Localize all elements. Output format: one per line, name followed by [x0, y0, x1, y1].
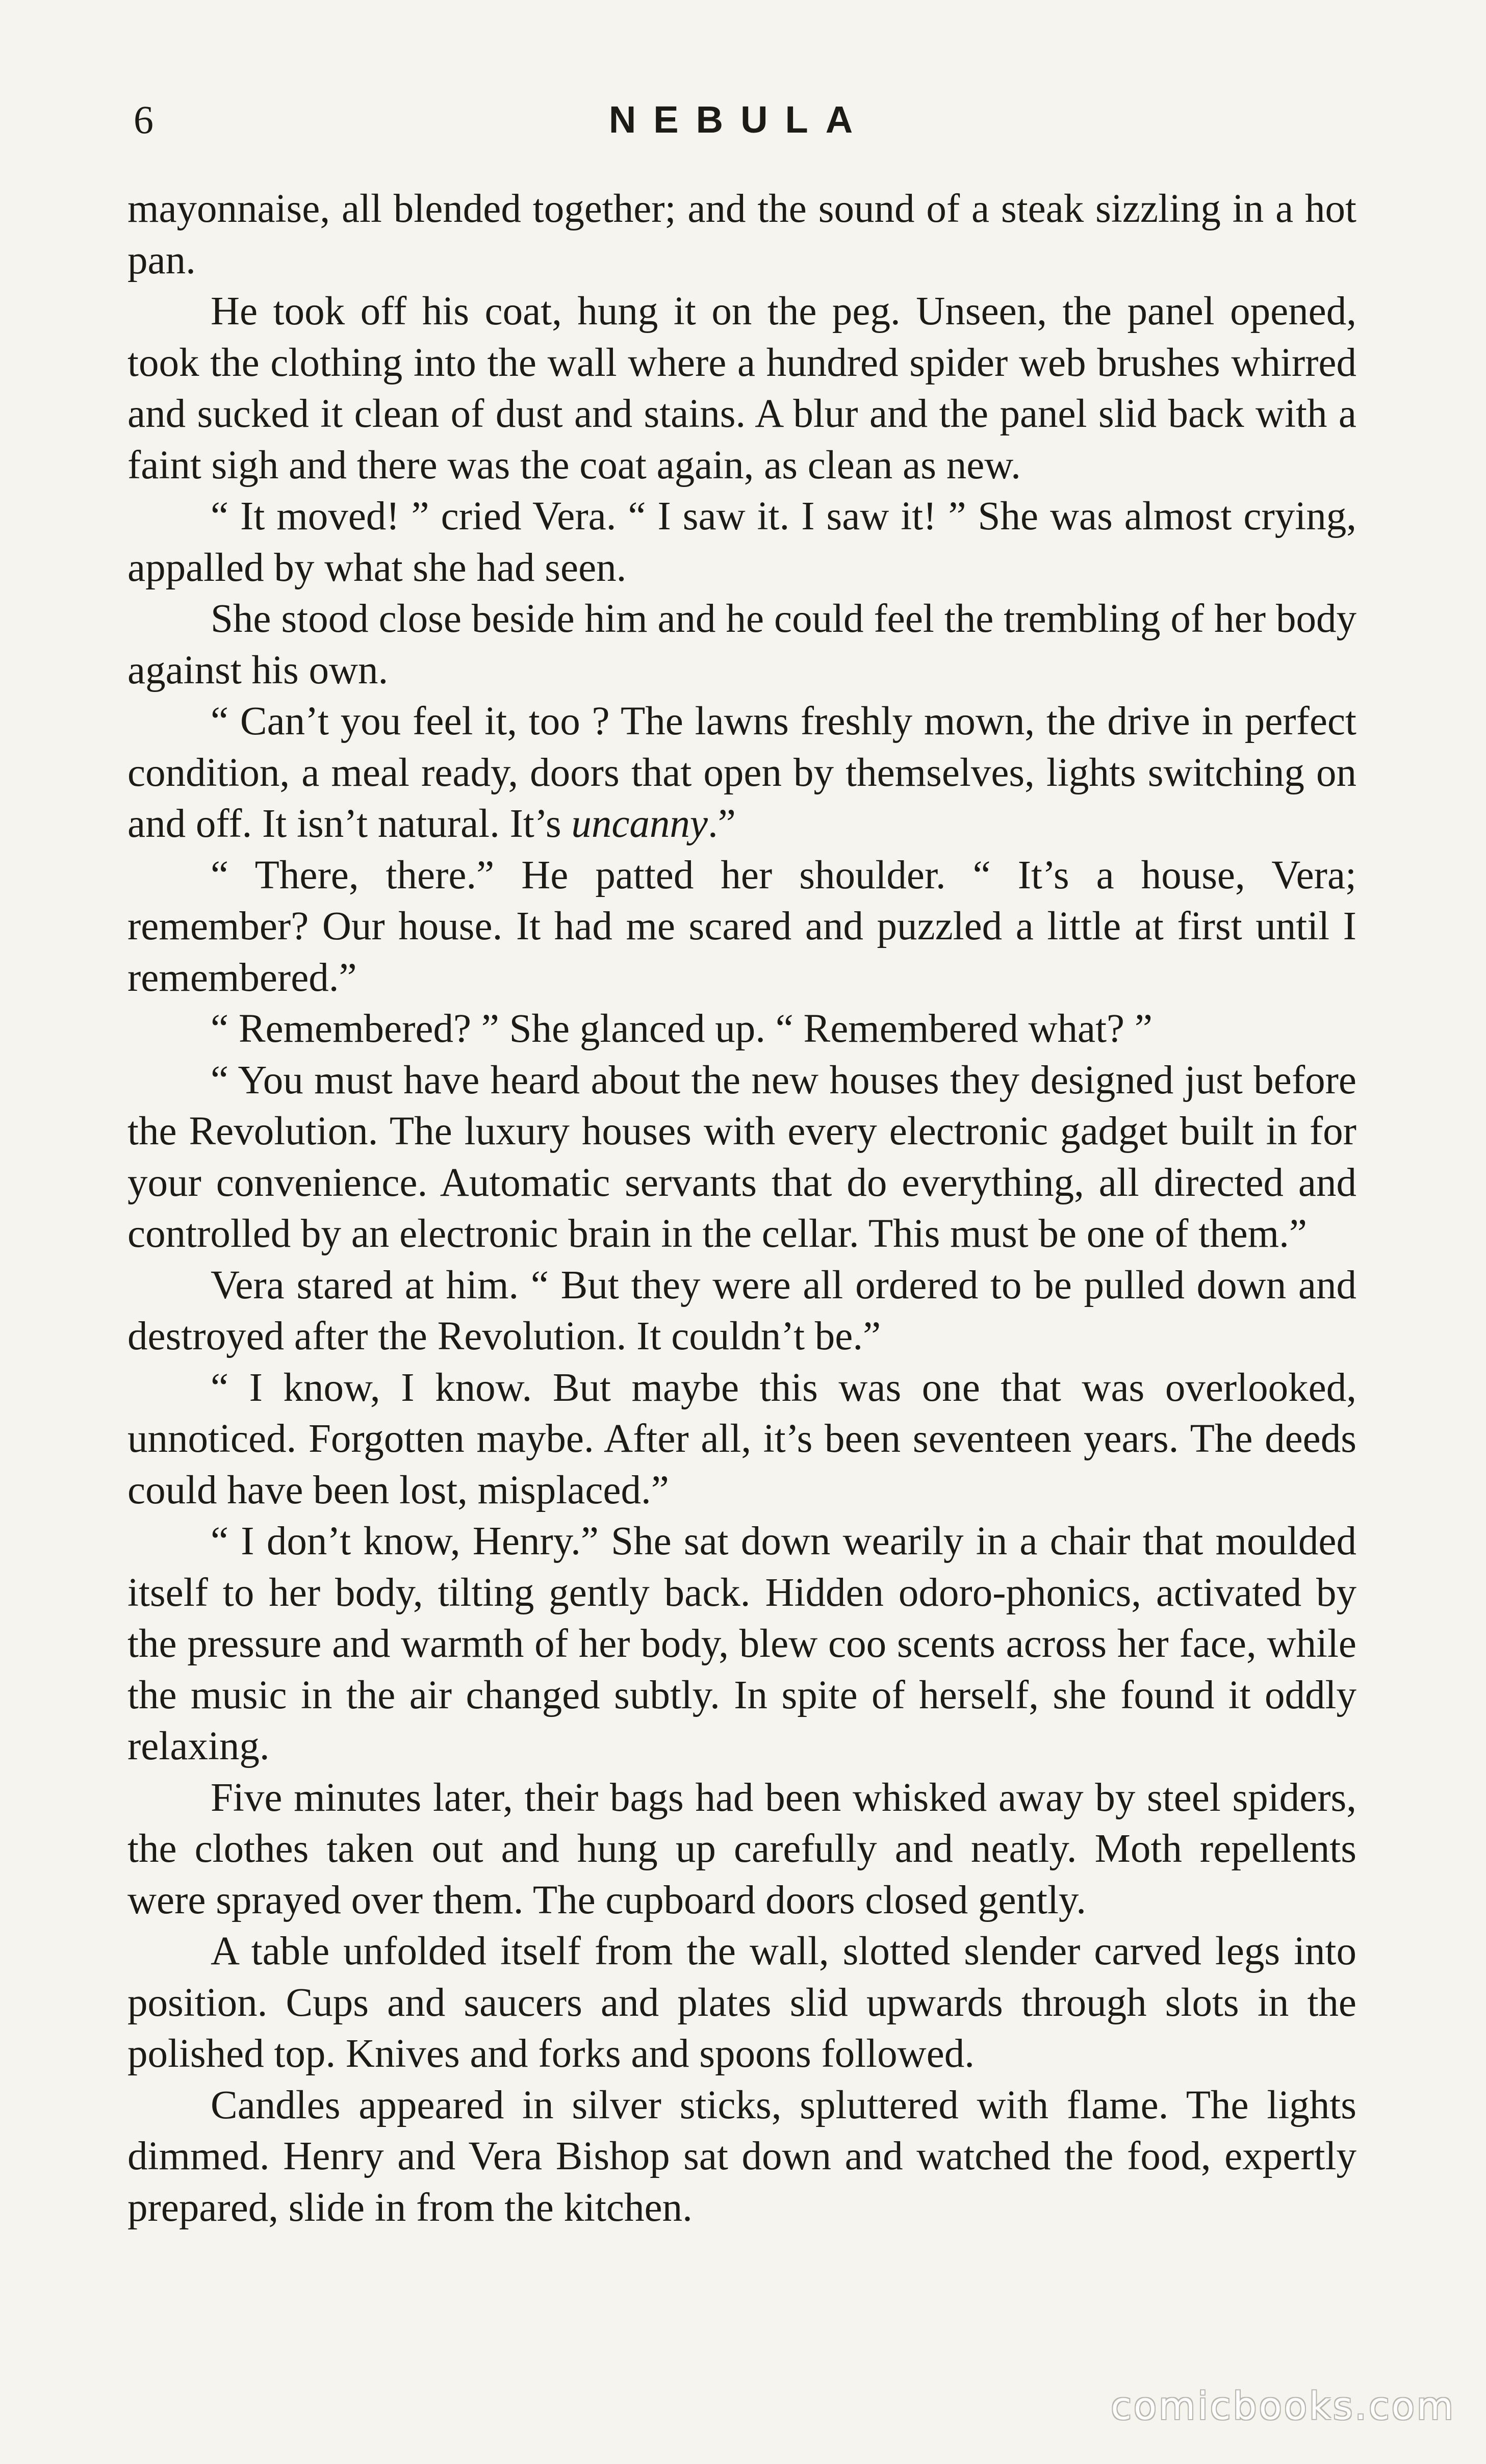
- paragraph: [127, 850, 1356, 1004]
- paragraph: [127, 696, 1356, 850]
- italic-text: uncanny: [571, 802, 708, 846]
- paragraph: [127, 1773, 1356, 1927]
- paragraph: [127, 1004, 1356, 1055]
- running-head: NEBULA: [608, 98, 870, 141]
- text-run: Five minutes later, their bags had been whisked away by steel spiders, the clothes taken out and hung up carefully and neatly. Moth repellents were sprayed over them. The cupboard doors closed gently.: [127, 1775, 1356, 1922]
- text-run: She stood close beside him and he could feel the trembling of her body against his own.: [127, 597, 1356, 692]
- text-run: mayonnaise, all blended together; and the sound of a steak sizzling in a hot pan.: [127, 187, 1356, 283]
- paragraph: [127, 1363, 1356, 1517]
- text-run: “ I don’t know, Henry.” She sat down wearily in a chair that moulded itself to her body, tilting gently back. Hidden odoro-phonics, activated by the pressure and warmth of her body, blew coo scents across her face, while the music in the air changed subtly. In spite of herself, she found it oddly relaxing.: [127, 1519, 1356, 1768]
- paragraph: [127, 1516, 1356, 1773]
- paragraph: [127, 1055, 1356, 1260]
- paragraph: [127, 491, 1356, 594]
- paragraph: [127, 184, 1356, 286]
- text-run: Vera stared at him. “ But they were all ordered to be pulled down and destroyed after the Revolution. It couldn’t be.”: [127, 1263, 1356, 1358]
- watermark: comicbooks.com: [1111, 2384, 1455, 2428]
- text-run: A table unfolded itself from the wall, slotted slender carved legs into position. Cups and saucers and plates slid upwards through slots in the polished top. Knives and forks and spoons followed.: [127, 1929, 1356, 2076]
- paragraph: [127, 594, 1356, 696]
- paragraph: [127, 2080, 1356, 2234]
- text-run: .”: [707, 802, 736, 846]
- text-run: He took off his coat, hung it on the peg. Unseen, the panel opened, took the clothing into the wall where a hundred spider web brushes whirred and sucked it clean of dust and stains. A blur and the panel slid back with a faint sigh and there was the coat again, as clean as new.: [127, 289, 1356, 487]
- paragraph: [127, 1260, 1356, 1363]
- text-run: “ I know, I know. But maybe this was one that was overlooked, unnoticed. Forgotten maybe. After all, it’s been seventeen years. The deeds could have been lost, misplaced.”: [127, 1365, 1356, 1512]
- text-run: “ You must have heard about the new houses they designed just before the Revolution. The luxury houses with every electronic gadget built in for your convenience. Automatic servants that do everything, all directed and controlled by an electronic brain in the cellar. This must be one of them.”: [127, 1058, 1356, 1256]
- text-run: “ Can’t you feel it, too ? The lawns freshly mown, the drive in perfect condition, a meal ready, doors that open by themselves, lights switching on and off. It isn’t natural. It’s: [127, 699, 1356, 846]
- paragraph: [127, 1926, 1356, 2080]
- text-run: Candles appeared in silver sticks, spluttered with flame. The lights dimmed. Henry and Vera Bishop sat down and watched the food, expertly prepared, slide in from the kitchen.: [127, 2083, 1356, 2230]
- paragraph: [127, 286, 1356, 491]
- text-run: “ There, there.” He patted her shoulder. “ It’s a house, Vera; remember? Our house. It had me scared and puzzled a little at first until I remembered.”: [127, 853, 1356, 1000]
- text-run: “ Remembered? ” She glanced up. “ Remembered what? ”: [211, 1007, 1152, 1051]
- body-text: [127, 184, 1356, 2234]
- page-number: 6: [134, 97, 153, 142]
- text-run: “ It moved! ” cried Vera. “ I saw it. I saw it! ” She was almost crying, appalled by what she had seen.: [127, 494, 1356, 590]
